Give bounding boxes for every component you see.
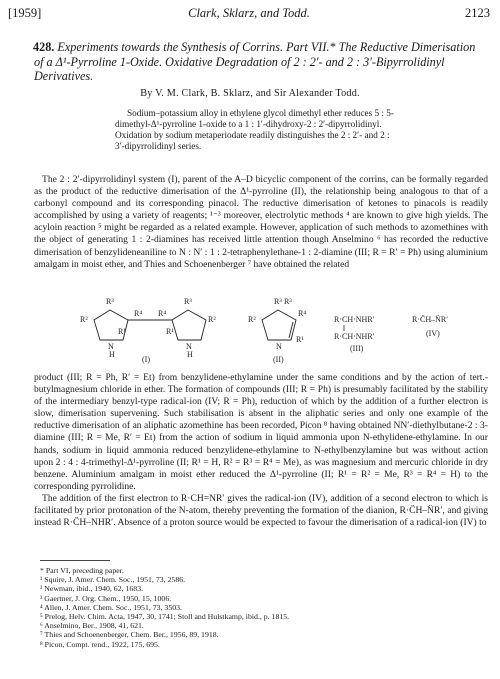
structure-II-labels: [248, 297, 306, 364]
footnote: ⁷ Thies and Schoenenberger, Chem. Ber., 1956, 89, 1918.: [40, 630, 219, 640]
struct-label: R⁴: [298, 309, 307, 318]
footnote: ⁶ Anselmino, Ber., 1908, 41, 621.: [40, 621, 144, 631]
article-number: 428.: [33, 40, 55, 54]
abstract: [115, 108, 395, 152]
header-page-number: 2123: [465, 6, 490, 20]
footnote: ² Newman, ibid., 1940, 62, 1683.: [40, 584, 144, 594]
struct-III-line-1: R·CH·NHR′: [334, 315, 375, 324]
paragraph-2: product (III; R = Ph, R′ = Et) from benzylidene-ethylamine under the same conditions and by the action of tert.-butylmagnesium chloride in ether. The formation of compounds (III; R = Ph) is presumably facilitated by the stability of the intermediary benzyl-type radical-ion (IV; R = Ph), reduction of which by the addition of a further electron is slow, dimerisation supervening. Such stabilisation is absent in the aliphatic series and only one example of the reductive dimerisation of an aliphatic azomethine has been recorded, Picon ⁸ having obtained NN′-diethylbutane-2 : 3-diamine (III; R = Me, R′ = Et) from the action of sodium in liquid ammonia upon N-ethylidene-ethylamine. In our hands, sodium in liquid ammonia reduced benzylidene-ethylamine to N-ethylbenzylamine but was without action upon 2 : 4 : 4-trimethyl-Δ¹-pyrroline (II; R¹ = H, R² = R³ = R⁴ = Me), as was magnesium and mercuric chloride in dry benzene. Aluminium amalgam in moist ether reduced the Δ¹-pyrroline (II; R¹ = R² = Me, R³ = R⁴ = H) to the corresponding pyrrolidine.: [34, 372, 488, 492]
structure-III: [334, 315, 375, 353]
struct-label: R¹: [166, 327, 174, 336]
article-title-text: Experiments towards the Synthesis of Corrins. Part VII.* The Reductive Dimerisation of a Δ¹-Pyrroline 1-Oxide. Oxidative Degradation of 2 : 2′- and 2 : 3′-Bipyrrolidinyl Derivatives.: [34, 40, 476, 83]
struct-label: R²: [208, 315, 216, 324]
structure-I: [94, 310, 206, 340]
footnote: * Part VI, preceding paper.: [40, 566, 124, 575]
structure-I-labels: [80, 297, 216, 364]
structure-IV: [412, 315, 448, 338]
struct-III-line-2: R·CH·NHR′: [334, 332, 375, 341]
paragraph-3: The addition of the first electron to R·CH=NR′ gives the radical-ion (IV), addition of a second electron to which is facilitated by prior protonation of the N-atom, thereby preventing the formation of the dianion, R·C̈H–N̈R′, and giving instead R·C̈H–NHR′. Absence of a proton source would be expected to favour the dimerisation of a radical-ion (IV) to: [34, 492, 488, 529]
structure-label-II: (II): [273, 355, 284, 364]
struct-label: R³: [274, 297, 282, 306]
footnote: ⁴ Allen, J. Amer. Chem. Soc., 1951, 73, 3503.: [40, 602, 182, 612]
struct-label: N: [186, 342, 192, 351]
struct-label: N: [108, 342, 114, 351]
struct-label: R³: [284, 297, 292, 306]
struct-label: R²: [248, 315, 256, 324]
struct-label: R²: [80, 315, 88, 324]
chemical-structures: [40, 296, 490, 366]
footnotes: [40, 566, 490, 649]
body-text-lower: [34, 372, 488, 529]
struct-label: N: [276, 342, 282, 351]
footnote: ⁸ Picon, Compt. rend., 1922, 175, 695.: [40, 639, 160, 649]
struct-label: R⁴: [158, 309, 167, 318]
struct-label: R³: [184, 297, 192, 306]
struct-label: R¹: [296, 335, 304, 344]
struct-IV-text: R·C̈H–N̈R′: [412, 315, 448, 324]
header-running-title: Clark, Sklarz, and Todd.: [188, 6, 310, 20]
footnote: ¹ Squire, J. Amer. Chem. Soc., 1951, 73, 2586.: [40, 575, 186, 585]
paragraph-1: The 2 : 2′-dipyrrolidinyl system (I), parent of the A–D bicyclic component of the corrins, can be formally regarded as the product of the reductive dimerisation of the Δ¹-pyrroline (II), the relationship being analogous to that of a carbonyl compound and its corresponding pinacol. The reductive dimerisation of ketones to pinacols is readily accomplished by using a variety of reagents; ¹⁻³ moreover, electrolytic methods ⁴ are known to give high yields. The acyloin reaction ⁵ might be regarded as a related example. However, application of such methods to azomethines with the object of generating 1 : 2-diamines has received little attention though Anselmino ⁶ has recorded the reductive dimerisation of benzylideneaniline to N : N′ : 1 : 2-tetraphenylethane-1 : 2-diamine (III; R = R′ = Ph) using aluminium amalgam in moist ether, and Thies and Schoenenberger ⁷ have obtained the related: [34, 174, 488, 270]
footnote-rule: [40, 560, 110, 561]
footnote: ⁵ Prelog, Helv. Chim. Acta, 1947, 30, 1741; Stoll and Hulstkamp, ibid., p. 1815.: [40, 612, 290, 622]
body-text-upper: [34, 174, 488, 271]
structure-label-III: (III): [350, 344, 364, 353]
abstract-paragraph: Sodium–potassium alloy in ethylene glycol dimethyl ether reduces 5 : 5-dimethyl-Δ¹-pyrroline 1-oxide to a 1 : 1′-dihydroxy-2 : 2′-dipyrrolidinyl. Oxidation by sodium metaperiodate readily distinguishes the 2 : 2′- and 2 : 3′-dipyrrolidinyl series.: [115, 108, 394, 151]
struct-label: H: [109, 350, 115, 359]
structure-II: [262, 310, 296, 340]
struct-label: R⁴: [134, 309, 143, 318]
structure-label-IV: (IV): [426, 329, 440, 338]
struct-label: H: [187, 350, 193, 359]
author-line: By V. M. Clark, B. Sklarz, and Sir Alexander Todd.: [140, 88, 360, 99]
struct-label: R³: [106, 297, 114, 306]
article-title: [34, 40, 486, 84]
header-year: [1959]: [8, 6, 42, 20]
struct-label: R¹: [118, 327, 126, 336]
footnote: ³ Gaertner, J. Org. Chem., 1950, 15, 1006.: [40, 593, 172, 603]
structure-label-I: (I): [142, 355, 150, 364]
